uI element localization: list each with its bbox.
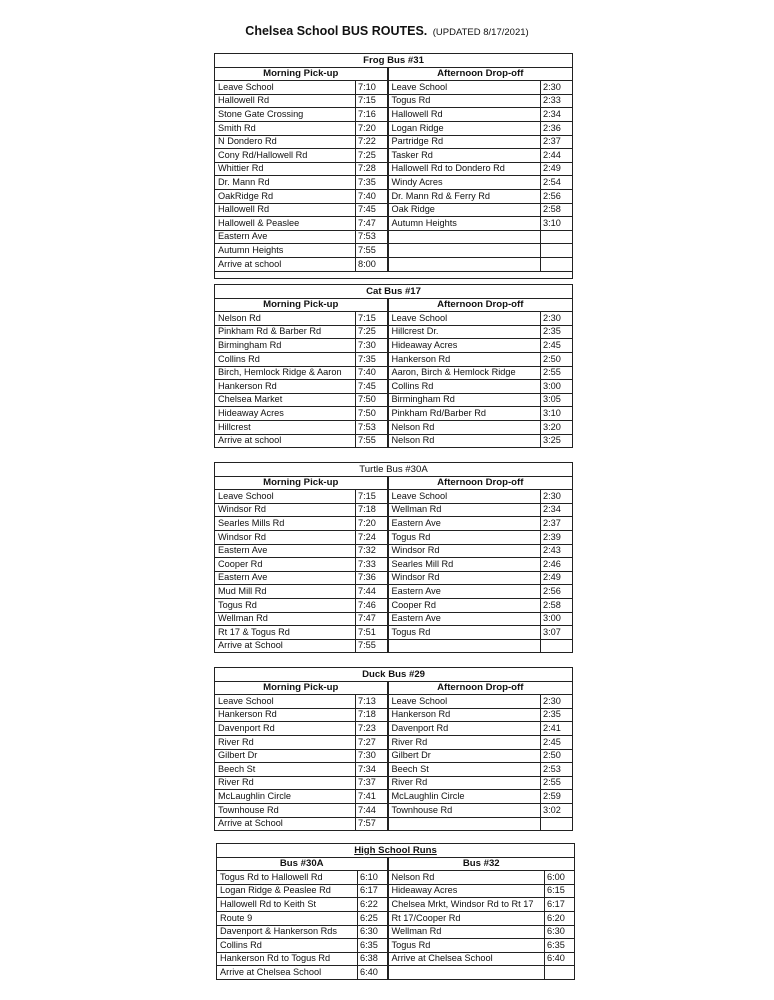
stop-time: 7:24 [356, 530, 388, 544]
stop-time: 6:35 [358, 939, 388, 953]
dropoff-time: 2:37 [541, 135, 573, 149]
dropoff-name: Togus Rd [388, 939, 545, 953]
dropoff-time: 3:10 [541, 407, 573, 421]
stop-name: Leave School [215, 490, 356, 504]
stop-name: Wellman Rd [215, 612, 356, 626]
dropoff-time: 2:36 [541, 121, 573, 135]
stop-name: Rt 17 & Togus Rd [215, 626, 356, 640]
dropoff-time: 2:53 [541, 763, 573, 777]
stop-name: Gilbert Dr [215, 749, 356, 763]
dropoff-name: Togus Rd [388, 94, 541, 108]
table-row [215, 257, 573, 271]
dropoff-name: Cooper Rd [388, 598, 541, 612]
frog-afternoon-heading: Afternoon Drop-off [388, 67, 573, 81]
dropoff-time: 2:34 [541, 503, 573, 517]
dropoff-time: 2:59 [541, 790, 573, 804]
dropoff-name: Hideaway Acres [388, 339, 541, 353]
table-row [215, 490, 573, 504]
dropoff-name [388, 817, 541, 831]
table-row [217, 939, 575, 953]
table-row [215, 366, 573, 380]
stop-name: Hankerson Rd [215, 380, 356, 394]
duck-bus-table [214, 667, 573, 831]
stop-name: Arrive at school [215, 257, 356, 271]
dropoff-name: Togus Rd [388, 530, 541, 544]
table-row [215, 695, 573, 709]
dropoff-time: 2:45 [541, 339, 573, 353]
table-row [215, 571, 573, 585]
stop-time: 6:40 [358, 966, 388, 980]
table-row [215, 434, 573, 448]
table-row [215, 244, 573, 258]
stop-name: Mud Mill Rd [215, 585, 356, 599]
stop-time: 7:18 [356, 708, 388, 722]
stop-time: 7:44 [356, 585, 388, 599]
stop-name: Chelsea Market [215, 393, 356, 407]
dropoff-time: 2:58 [541, 203, 573, 217]
dropoff-time: 3:10 [541, 217, 573, 231]
dropoff-name: Windsor Rd [388, 544, 541, 558]
stop-time: 6:22 [358, 898, 388, 912]
dropoff-name: Logan Ridge [388, 121, 541, 135]
dropoff-time: 2:35 [541, 325, 573, 339]
turtle-bus-title: Turtle Bus #30A [215, 463, 573, 477]
dropoff-name: Hideaway Acres [388, 884, 545, 898]
high-school-rows [217, 871, 575, 980]
dropoff-name: Collins Rd [388, 380, 541, 394]
dropoff-time: 2:50 [541, 749, 573, 763]
table-row [215, 708, 573, 722]
table-row [215, 81, 573, 95]
stop-time: 6:38 [358, 952, 388, 966]
dropoff-name [388, 966, 545, 980]
table-row [217, 911, 575, 925]
document-title: Chelsea School BUS ROUTES. [245, 24, 428, 38]
dropoff-name: Birmingham Rd [388, 393, 541, 407]
updated-date: (UPDATED 8/17/2021) [432, 27, 529, 38]
dropoff-time: 6:17 [545, 898, 575, 912]
stop-name: Cony Rd/Hallowell Rd [215, 149, 356, 163]
stop-name: Hallowell Rd to Keith St [217, 898, 358, 912]
stop-name: Hankerson Rd [215, 708, 356, 722]
dropoff-time: 3:00 [541, 612, 573, 626]
table-row [215, 312, 573, 326]
table-row [215, 776, 573, 790]
stop-time: 7:44 [356, 803, 388, 817]
dropoff-name: Tasker Rd [388, 149, 541, 163]
dropoff-name: Leave School [388, 81, 541, 95]
duck-rows [215, 695, 573, 831]
table-row [215, 626, 573, 640]
dropoff-time: 2:44 [541, 149, 573, 163]
table-row [215, 722, 573, 736]
stop-name: Hallowell Rd [215, 203, 356, 217]
dropoff-name: Leave School [388, 312, 541, 326]
high-school-runs-table [216, 843, 575, 980]
dropoff-time: 2:46 [541, 558, 573, 572]
turtle-afternoon-heading: Afternoon Drop-off [388, 476, 573, 490]
dropoff-name: River Rd [388, 735, 541, 749]
dropoff-name: Eastern Ave [388, 612, 541, 626]
dropoff-name: Leave School [388, 695, 541, 709]
dropoff-time: 2:33 [541, 94, 573, 108]
dropoff-time: 2:37 [541, 517, 573, 531]
stop-time: 7:15 [356, 94, 388, 108]
cat-rows [215, 312, 573, 448]
stop-name: Leave School [215, 695, 356, 709]
dropoff-name: Beech St [388, 763, 541, 777]
cat-morning-heading: Morning Pick-up [215, 298, 388, 312]
dropoff-time: 6:15 [545, 884, 575, 898]
frog-morning-heading: Morning Pick-up [215, 67, 388, 81]
dropoff-name: Searles Mill Rd [388, 558, 541, 572]
stop-time: 7:23 [356, 722, 388, 736]
stop-time: 7:32 [356, 544, 388, 558]
dropoff-time [541, 639, 573, 653]
dropoff-name: Aaron, Birch & Hemlock Ridge [388, 366, 541, 380]
stop-time: 7:46 [356, 598, 388, 612]
stop-name: Togus Rd [215, 598, 356, 612]
stop-name: Leave School [215, 81, 356, 95]
stop-time: 7:55 [356, 434, 388, 448]
dropoff-name: Nelson Rd [388, 434, 541, 448]
table-row [215, 790, 573, 804]
stop-name: Arrive at School [215, 639, 356, 653]
dropoff-name: Windy Acres [388, 176, 541, 190]
table-row [217, 952, 575, 966]
duck-morning-heading: Morning Pick-up [215, 681, 388, 695]
stop-time: 7:34 [356, 763, 388, 777]
table-row [215, 803, 573, 817]
table-row [215, 585, 573, 599]
dropoff-time [541, 257, 573, 271]
stop-time: 7:55 [356, 639, 388, 653]
frog-bus-table [214, 53, 573, 279]
dropoff-name: River Rd [388, 776, 541, 790]
dropoff-time [545, 966, 575, 980]
stop-time: 7:47 [356, 217, 388, 231]
dropoff-name: McLaughlin Circle [388, 790, 541, 804]
dropoff-name: Autumn Heights [388, 217, 541, 231]
table-row [215, 121, 573, 135]
stop-time: 7:30 [356, 749, 388, 763]
table-row [215, 230, 573, 244]
dropoff-time: 2:30 [541, 490, 573, 504]
stop-time: 7:22 [356, 135, 388, 149]
table-row [215, 639, 573, 653]
table-row [215, 530, 573, 544]
stop-time: 7:16 [356, 108, 388, 122]
stop-time: 7:53 [356, 420, 388, 434]
stop-time: 7:25 [356, 149, 388, 163]
dropoff-name: Wellman Rd [388, 925, 545, 939]
stop-name: Cooper Rd [215, 558, 356, 572]
table-row [217, 966, 575, 980]
high-school-runs-title: High School Runs [217, 844, 575, 858]
stop-time: 7:25 [356, 325, 388, 339]
stop-name: OakRidge Rd [215, 189, 356, 203]
cat-bus-title: Cat Bus #17 [215, 285, 573, 299]
stop-name: Hankerson Rd to Togus Rd [217, 952, 358, 966]
dropoff-time: 2:56 [541, 189, 573, 203]
dropoff-name [388, 230, 541, 244]
stop-time: 7:37 [356, 776, 388, 790]
dropoff-name: Togus Rd [388, 626, 541, 640]
table-row [215, 176, 573, 190]
stop-time: 7:57 [356, 817, 388, 831]
stop-name: N Dondero Rd [215, 135, 356, 149]
turtle-morning-heading: Morning Pick-up [215, 476, 388, 490]
stop-name: Stone Gate Crossing [215, 108, 356, 122]
dropoff-time: 6:20 [545, 911, 575, 925]
table-row [215, 393, 573, 407]
stop-time: 7:35 [356, 352, 388, 366]
stop-name: Nelson Rd [215, 312, 356, 326]
stop-time: 7:13 [356, 695, 388, 709]
dropoff-time: 2:49 [541, 162, 573, 176]
dropoff-time: 3:25 [541, 434, 573, 448]
dropoff-name: Hankerson Rd [388, 352, 541, 366]
bus-30a-heading: Bus #30A [217, 857, 388, 871]
stop-time: 7:55 [356, 244, 388, 258]
frog-table-footer [215, 271, 573, 278]
stop-name: Hillcrest [215, 420, 356, 434]
stop-name: Searles Mills Rd [215, 517, 356, 531]
stop-time: 7:30 [356, 339, 388, 353]
dropoff-time: 2:35 [541, 708, 573, 722]
dropoff-name: Rt 17/Cooper Rd [388, 911, 545, 925]
stop-time: 7:28 [356, 162, 388, 176]
table-row [217, 871, 575, 885]
stop-name: Arrive at School [215, 817, 356, 831]
stop-name: River Rd [215, 776, 356, 790]
table-row [215, 108, 573, 122]
table-row [215, 162, 573, 176]
dropoff-time: 6:35 [545, 939, 575, 953]
stop-name: Beech St [215, 763, 356, 777]
dropoff-time: 3:00 [541, 380, 573, 394]
stop-time: 7:45 [356, 203, 388, 217]
dropoff-time: 2:55 [541, 366, 573, 380]
duck-afternoon-heading: Afternoon Drop-off [388, 681, 573, 695]
table-row [215, 352, 573, 366]
frog-bus-title: Frog Bus #31 [215, 54, 573, 68]
dropoff-name: Pinkham Rd/Barber Rd [388, 407, 541, 421]
dropoff-name: Windsor Rd [388, 571, 541, 585]
table-row [215, 420, 573, 434]
dropoff-name: Davenport Rd [388, 722, 541, 736]
stop-time: 6:17 [358, 884, 388, 898]
table-row [217, 898, 575, 912]
stop-name: McLaughlin Circle [215, 790, 356, 804]
table-row [215, 517, 573, 531]
duck-bus-title: Duck Bus #29 [215, 668, 573, 682]
table-row [215, 598, 573, 612]
stop-name: Arrive at Chelsea School [217, 966, 358, 980]
table-row [215, 339, 573, 353]
stop-time: 7:15 [356, 312, 388, 326]
dropoff-time: 3:05 [541, 393, 573, 407]
dropoff-time: 3:20 [541, 420, 573, 434]
stop-time: 7:40 [356, 189, 388, 203]
stop-time: 7:27 [356, 735, 388, 749]
dropoff-name: Nelson Rd [388, 420, 541, 434]
dropoff-name: Arrive at Chelsea School [388, 952, 545, 966]
stop-name: Dr. Mann Rd [215, 176, 356, 190]
dropoff-name: Oak Ridge [388, 203, 541, 217]
dropoff-time [541, 230, 573, 244]
dropoff-time: 6:40 [545, 952, 575, 966]
frog-rows [215, 81, 573, 271]
table-row [215, 203, 573, 217]
stop-time: 6:10 [358, 871, 388, 885]
stop-time: 7:10 [356, 81, 388, 95]
dropoff-time: 2:58 [541, 598, 573, 612]
table-row [215, 749, 573, 763]
stop-name: Townhouse Rd [215, 803, 356, 817]
stop-time: 6:30 [358, 925, 388, 939]
dropoff-name [388, 244, 541, 258]
dropoff-time: 2:45 [541, 735, 573, 749]
page-title [0, 24, 774, 38]
dropoff-name: Nelson Rd [388, 871, 545, 885]
stop-name: Birch, Hemlock Ridge & Aaron [215, 366, 356, 380]
dropoff-name: Leave School [388, 490, 541, 504]
stop-name: Autumn Heights [215, 244, 356, 258]
stop-time: 7:36 [356, 571, 388, 585]
dropoff-name [388, 257, 541, 271]
stop-name: Whittier Rd [215, 162, 356, 176]
turtle-rows [215, 490, 573, 653]
dropoff-name: Eastern Ave [388, 585, 541, 599]
table-row [215, 817, 573, 831]
stop-name: Collins Rd [217, 939, 358, 953]
dropoff-time: 2:56 [541, 585, 573, 599]
dropoff-name: Hallowell Rd to Dondero Rd [388, 162, 541, 176]
stop-name: River Rd [215, 735, 356, 749]
stop-name: Davenport & Hankerson Rds [217, 925, 358, 939]
stop-time: 7:50 [356, 407, 388, 421]
bus-32-heading: Bus #32 [388, 857, 575, 871]
stop-name: Hideaway Acres [215, 407, 356, 421]
dropoff-name: Hillcrest Dr. [388, 325, 541, 339]
table-row [215, 763, 573, 777]
dropoff-time: 2:30 [541, 81, 573, 95]
dropoff-time: 2:30 [541, 312, 573, 326]
stop-time: 7:18 [356, 503, 388, 517]
stop-name: Eastern Ave [215, 230, 356, 244]
stop-time: 7:15 [356, 490, 388, 504]
stop-time: 7:51 [356, 626, 388, 640]
stop-name: Birmingham Rd [215, 339, 356, 353]
table-row [217, 925, 575, 939]
table-row [215, 503, 573, 517]
stop-name: Collins Rd [215, 352, 356, 366]
stop-name: Hallowell Rd [215, 94, 356, 108]
dropoff-time: 3:07 [541, 626, 573, 640]
dropoff-time: 2:39 [541, 530, 573, 544]
dropoff-time [541, 244, 573, 258]
stop-name: Windsor Rd [215, 503, 356, 517]
dropoff-time: 6:30 [545, 925, 575, 939]
table-row [215, 612, 573, 626]
table-row [215, 135, 573, 149]
stop-time: 7:20 [356, 517, 388, 531]
dropoff-name: Wellman Rd [388, 503, 541, 517]
stop-name: Davenport Rd [215, 722, 356, 736]
stop-name: Hallowell & Peaslee [215, 217, 356, 231]
stop-name: Eastern Ave [215, 571, 356, 585]
dropoff-time: 2:55 [541, 776, 573, 790]
stop-time: 7:20 [356, 121, 388, 135]
stop-name: Route 9 [217, 911, 358, 925]
stop-time: 7:40 [356, 366, 388, 380]
dropoff-name: Hankerson Rd [388, 708, 541, 722]
dropoff-name: Dr. Mann Rd & Ferry Rd [388, 189, 541, 203]
table-row [217, 884, 575, 898]
stop-name: Smith Rd [215, 121, 356, 135]
table-row [215, 94, 573, 108]
stop-name: Arrive at school [215, 434, 356, 448]
stop-time: 7:50 [356, 393, 388, 407]
dropoff-time: 2:50 [541, 352, 573, 366]
stop-time: 7:35 [356, 176, 388, 190]
stop-time: 8:00 [356, 257, 388, 271]
dropoff-name: Hallowell Rd [388, 108, 541, 122]
table-row [215, 189, 573, 203]
table-row [215, 380, 573, 394]
turtle-bus-table [214, 462, 573, 653]
dropoff-time: 2:30 [541, 695, 573, 709]
stop-name: Eastern Ave [215, 544, 356, 558]
table-row [215, 325, 573, 339]
dropoff-time: 2:34 [541, 108, 573, 122]
stop-name: Togus Rd to Hallowell Rd [217, 871, 358, 885]
stop-name: Windsor Rd [215, 530, 356, 544]
table-row [215, 407, 573, 421]
dropoff-time: 3:02 [541, 803, 573, 817]
dropoff-name: Partridge Rd [388, 135, 541, 149]
stop-time: 7:47 [356, 612, 388, 626]
dropoff-time: 6:00 [545, 871, 575, 885]
dropoff-name: Eastern Ave [388, 517, 541, 531]
table-row [215, 149, 573, 163]
dropoff-name [388, 639, 541, 653]
table-row [215, 558, 573, 572]
cat-bus-table [214, 284, 573, 448]
dropoff-name: Chelsea Mrkt, Windsor Rd to Rt 17 [388, 898, 545, 912]
dropoff-time: 2:43 [541, 544, 573, 558]
dropoff-name: Gilbert Dr [388, 749, 541, 763]
table-row [215, 735, 573, 749]
stop-name: Logan Ridge & Peaslee Rd [217, 884, 358, 898]
dropoff-time: 2:41 [541, 722, 573, 736]
stop-name: Pinkham Rd & Barber Rd [215, 325, 356, 339]
stop-time: 7:33 [356, 558, 388, 572]
table-row [215, 544, 573, 558]
stop-time: 7:45 [356, 380, 388, 394]
dropoff-name: Townhouse Rd [388, 803, 541, 817]
table-row [215, 217, 573, 231]
dropoff-time: 2:54 [541, 176, 573, 190]
stop-time: 7:53 [356, 230, 388, 244]
cat-afternoon-heading: Afternoon Drop-off [388, 298, 573, 312]
stop-time: 7:41 [356, 790, 388, 804]
dropoff-time: 2:49 [541, 571, 573, 585]
stop-time: 6:25 [358, 911, 388, 925]
dropoff-time [541, 817, 573, 831]
